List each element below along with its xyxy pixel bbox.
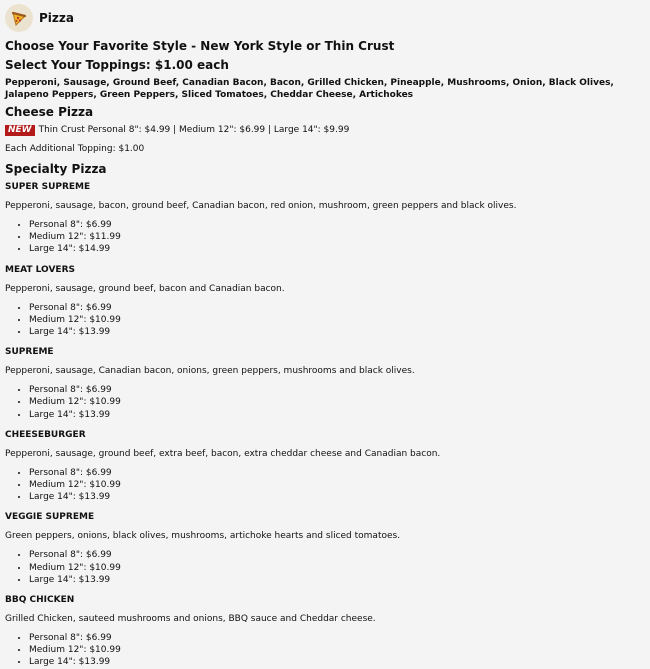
size-price: • Personal 8": $6.99 — [29, 384, 645, 396]
pizza-item — [5, 181, 645, 256]
pizza-description: Green peppers, onions, black olives, mushrooms, artichoke hearts and sliced tomatoes. — [5, 531, 401, 542]
size-price: • Personal 8": $6.99 — [29, 632, 645, 644]
pizza-description: Grilled Chicken, sauteed mushrooms and onions, BBQ sauce and Cheddar cheese. — [5, 614, 376, 625]
pizza-description: Pepperoni, sausage, Canadian bacon, onions, green peppers, mushrooms and black olives. — [5, 366, 415, 377]
thin-crust-text: Thin Crust Personal 8": $4.99 | Medium 12": $6.99 | Large 14": $9.99 — [38, 125, 350, 135]
new-badge: NEW — [5, 125, 35, 136]
size-price: • Medium 12": $10.99 — [29, 644, 645, 656]
pizza-name: BBQ CHICKEN — [5, 595, 75, 606]
pizza-name: SUPREME — [5, 347, 54, 358]
size-price-list — [5, 549, 645, 586]
toppings-heading: Select Your Toppings: $1.00 each — [5, 58, 229, 72]
size-price: • Personal 8": $6.99 — [29, 219, 645, 231]
pizza-item — [5, 429, 645, 504]
pizza-name: SUPER SUPREME — [5, 182, 91, 192]
specialty-pizza-heading: Specialty Pizza — [5, 162, 107, 176]
size-price-list — [5, 219, 645, 256]
toppings-list: Pepperoni, Sausage, Ground Beef, Canadian Bacon, Bacon, Grilled Chicken, Pineapple, Mushrooms, Onion, Black Olives, Jalapeno Peppers, Green Peppers, Sliced Tomatoes, Cheddar Cheese, Artichokes — [5, 78, 614, 100]
pizza-item — [5, 264, 645, 339]
size-price: • Large 14": $13.99 — [29, 574, 645, 586]
pizza-item — [5, 594, 645, 669]
size-price: • Large 14": $13.99 — [29, 491, 645, 503]
specialty-pizza-list — [5, 181, 645, 669]
pizza-slice-icon[interactable] — [5, 4, 33, 32]
pizza-item — [5, 346, 645, 421]
pizza-description: Pepperoni, sausage, bacon, ground beef, Canadian bacon, red onion, mushroom, green peppers and black olives. — [5, 201, 517, 211]
additional-topping-price: Each Additional Topping: $1.00 — [5, 144, 145, 154]
size-price-list — [5, 632, 645, 669]
size-price: • Medium 12": $11.99 — [29, 231, 645, 243]
size-price: • Medium 12": $10.99 — [29, 314, 645, 326]
cheese-pizza-heading: Cheese Pizza — [5, 105, 94, 119]
thin-crust-prices — [5, 124, 645, 136]
style-heading: Choose Your Favorite Style - New York Style or Thin Crust — [5, 39, 395, 53]
size-price: • Medium 12": $10.99 — [29, 479, 645, 491]
size-price-list — [5, 467, 645, 504]
size-price: • Personal 8": $6.99 — [29, 467, 645, 479]
size-price: • Large 14": $13.99 — [29, 409, 645, 421]
size-price: • Medium 12": $10.99 — [29, 562, 645, 574]
pizza-name: VEGGIE SUPREME — [5, 512, 95, 523]
size-price: • Large 14": $13.99 — [29, 326, 645, 338]
size-price: • Personal 8": $6.99 — [29, 302, 645, 314]
size-price-list — [5, 302, 645, 339]
pizza-description: Pepperoni, sausage, ground beef, bacon and Canadian bacon. — [5, 283, 285, 294]
size-price: • Large 14": $14.99 — [29, 243, 645, 255]
pizza-item — [5, 511, 645, 586]
header — [5, 4, 645, 32]
pizza-name: MEAT LOVERS — [5, 264, 75, 275]
size-price: • Medium 12": $10.99 — [29, 396, 645, 408]
size-price: • Personal 8": $6.99 — [29, 549, 645, 561]
pizza-name: CHEESEBURGER — [5, 429, 86, 440]
size-price: • Large 14": $13.99 — [29, 656, 645, 668]
brand-title[interactable]: Pizza — [39, 11, 74, 25]
pizza-description: Pepperoni, sausage, ground beef, extra beef, bacon, extra cheddar cheese and Canadian bacon. — [5, 448, 441, 459]
size-price-list — [5, 384, 645, 421]
